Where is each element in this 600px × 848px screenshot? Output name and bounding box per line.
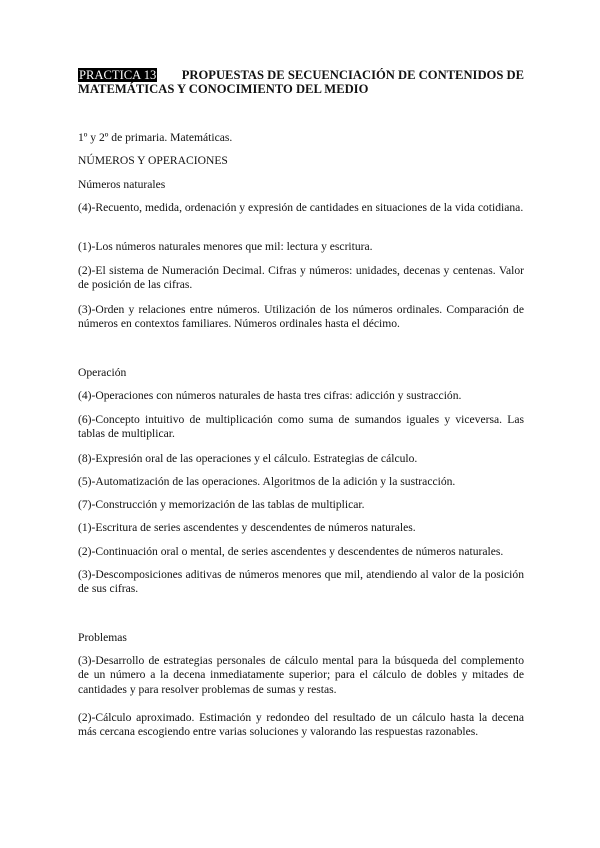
content-item: (3)-Desarrollo de estrategias personales de cálculo mental para la búsqueda del complemento de un número a la decena inmediatamente superior; para el cálculo de dobles y mitades de cantidades y para resolver problemas de sumas y restas. — [78, 654, 524, 696]
course-label: 1º y 2º de primaria. Matemáticas. — [78, 131, 233, 144]
subsection-title: Operación — [78, 366, 127, 379]
document-header — [78, 68, 524, 96]
content-item: (2)-El sistema de Numeración Decimal. Cifras y números: unidades, decenas y centenas. Valor de posición de las cifras. — [78, 264, 524, 292]
content-item: (7)-Construcción y memorización de las tablas de multiplicar. — [78, 498, 365, 511]
subsection-title: Problemas — [78, 631, 127, 644]
content-item: (4)-Recuento, medida, ordenación y expresión de cantidades en situaciones de la vida cotidiana. — [78, 201, 524, 214]
document-title-line2: MATEMÁTICAS Y CONOCIMIENTO DEL MEDIO — [78, 82, 369, 96]
content-item: (1)-Los números naturales menores que mil: lectura y escritura. — [78, 240, 373, 253]
content-item: (1)-Escritura de series ascendentes y descendentes de números naturales. — [78, 521, 416, 534]
content-item: (5)-Automatización de las operaciones. Algoritmos de la adición y la sustracción. — [78, 475, 456, 488]
document-title-line1: PROPUESTAS DE SECUENCIACIÓN DE CONTENIDOS DE — [181, 68, 524, 82]
content-item: (6)-Concepto intuitivo de multiplicación como suma de sumandos iguales y viceversa. Las tablas de multiplicar. — [78, 413, 524, 441]
content-item: (4)-Operaciones con números naturales de hasta tres cifras: adicción y sustracción. — [78, 389, 462, 402]
content-item: (2)-Continuación oral o mental, de series ascendentes y descendentes de números naturales. — [78, 545, 504, 558]
subsection-title: Números naturales — [78, 178, 166, 191]
practice-tag: PRACTICA 13 — [79, 68, 157, 82]
content-item: (3)-Orden y relaciones entre números. Utilización de los números ordinales. Comparación de números en contextos familiares. Números ordinales hasta el décimo. — [78, 303, 524, 331]
content-item: (2)-Cálculo aproximado. Estimación y redondeo del resultado de un cálculo hasta la decena más cercana escogiendo entre varias soluciones y valorando las respuestas razonables. — [78, 711, 524, 739]
content-item: (3)-Descomposiciones aditivas de números menores que mil, atendiendo al valor de la posición de sus cifras. — [78, 568, 524, 596]
content-item: (8)-Expresión oral de las operaciones y el cálculo. Estrategias de cálculo. — [78, 452, 418, 465]
section-heading: NÚMEROS Y OPERACIONES — [78, 154, 228, 167]
